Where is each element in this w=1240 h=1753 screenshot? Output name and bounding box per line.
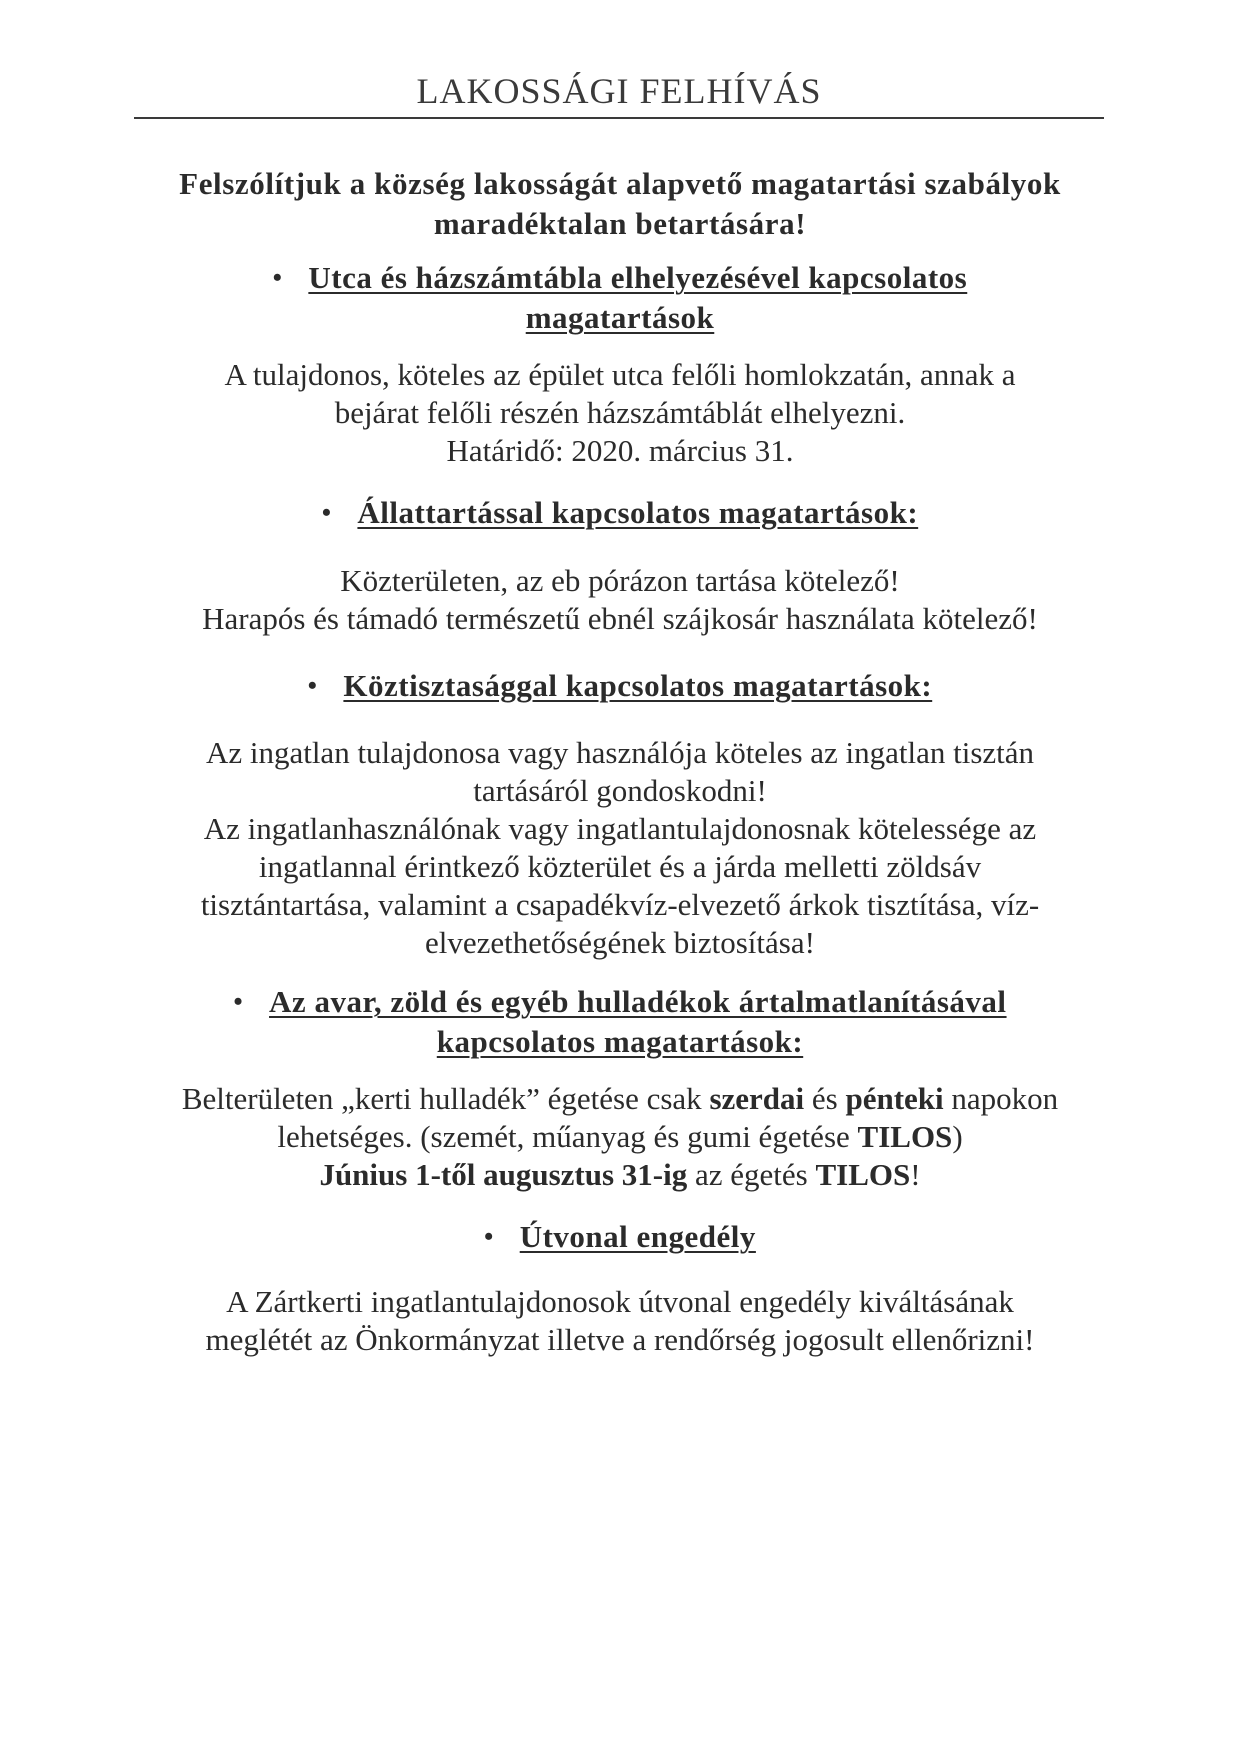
section-body-waste-disposal bbox=[80, 1080, 1160, 1194]
emphasis-date-range: Június 1-től augusztus 31-ig bbox=[319, 1157, 688, 1192]
body-line: Harapós és támadó természetű ebnél szájkosár használata kötelező! bbox=[202, 601, 1038, 636]
section-body-route-permit bbox=[80, 1283, 1160, 1359]
body-line: Belterületen „kerti hulladék” égetése csak szerdai és pénteki napokon bbox=[181, 1081, 1059, 1116]
section-body-public-cleanliness bbox=[80, 734, 1160, 962]
body-line: Az ingatlan tulajdonosa vagy használója köteles az ingatlan tisztán bbox=[205, 735, 1035, 770]
emphasis-day: pénteki bbox=[845, 1081, 944, 1116]
body-line: A Zártkerti ingatlantulajdonosok útvonal engedély kiváltásának bbox=[226, 1284, 1014, 1319]
emphasis-forbidden: TILOS bbox=[857, 1119, 953, 1154]
section-body-street-signs bbox=[80, 356, 1160, 470]
bullet-icon: • bbox=[307, 671, 318, 700]
emphasis-day: szerdai bbox=[709, 1081, 805, 1116]
section-heading-text: Utca és házszámtábla elhelyezésével kapcsolatos bbox=[308, 260, 968, 295]
body-line: bejárat felőli részén házszámtáblát elhelyezni. bbox=[334, 395, 906, 430]
section-heading-waste-disposal bbox=[80, 982, 1160, 1062]
emphasis-forbidden: TILOS bbox=[815, 1157, 911, 1192]
section-heading-animal-keeping bbox=[80, 493, 1160, 533]
section-heading-text: Köztisztasággal kapcsolatos magatartások: bbox=[343, 668, 933, 703]
title-underline-rule bbox=[134, 117, 1104, 119]
bullet-icon: • bbox=[484, 1222, 494, 1251]
page-title: LAKOSSÁGI FELHÍVÁS bbox=[416, 71, 822, 111]
section-heading-text: Állattartással kapcsolatos magatartások: bbox=[357, 495, 919, 530]
body-line: tisztántartása, valamint a csapadékvíz-elvezető árkok tisztítása, víz- bbox=[200, 887, 1040, 922]
body-line: tartásáról gondoskodni! bbox=[473, 773, 767, 808]
section-heading-street-signs bbox=[80, 258, 1160, 338]
section-body-animal-keeping bbox=[80, 562, 1160, 638]
bullet-icon: • bbox=[321, 498, 332, 527]
body-line: elvezethetőségének biztosítása! bbox=[425, 925, 815, 960]
intro-line: maradéktalan betartására! bbox=[433, 206, 807, 241]
body-line: Határidő: 2020. március 31. bbox=[446, 433, 794, 468]
bullet-icon: • bbox=[233, 987, 244, 1016]
body-line: ingatlannal érintkező közterület és a járda melletti zöldsáv bbox=[258, 849, 982, 884]
section-heading-text: kapcsolatos magatartások: bbox=[436, 1024, 804, 1059]
body-line: Az ingatlanhasználónak vagy ingatlantulajdonosnak kötelessége az bbox=[203, 811, 1037, 846]
section-heading-text: magatartások bbox=[525, 300, 715, 335]
section-heading-text: Az avar, zöld és egyéb hulladékok ártalmatlanításával bbox=[269, 984, 1007, 1019]
intro-line: Felszólítjuk a község lakosságát alapvető magatartási szabályok bbox=[179, 166, 1061, 201]
body-line: Június 1-től augusztus 31-ig az égetés TILOS! bbox=[319, 1157, 921, 1192]
section-heading-public-cleanliness bbox=[80, 666, 1160, 706]
section-heading-text: Útvonal engedély bbox=[519, 1219, 756, 1254]
section-heading-route-permit bbox=[80, 1217, 1160, 1257]
body-line: meglétét az Önkormányzat illetve a rendőrség jogosult ellenőrizni! bbox=[205, 1322, 1035, 1357]
body-line: lehetséges. (szemét, műanyag és gumi égetése TILOS) bbox=[277, 1119, 963, 1154]
intro-paragraph bbox=[100, 164, 1140, 244]
body-line: Közterületen, az eb pórázon tartása kötelező! bbox=[340, 563, 900, 598]
bullet-icon: • bbox=[272, 263, 283, 292]
body-line: A tulajdonos, köteles az épület utca felőli homlokzatán, annak a bbox=[224, 357, 1016, 392]
